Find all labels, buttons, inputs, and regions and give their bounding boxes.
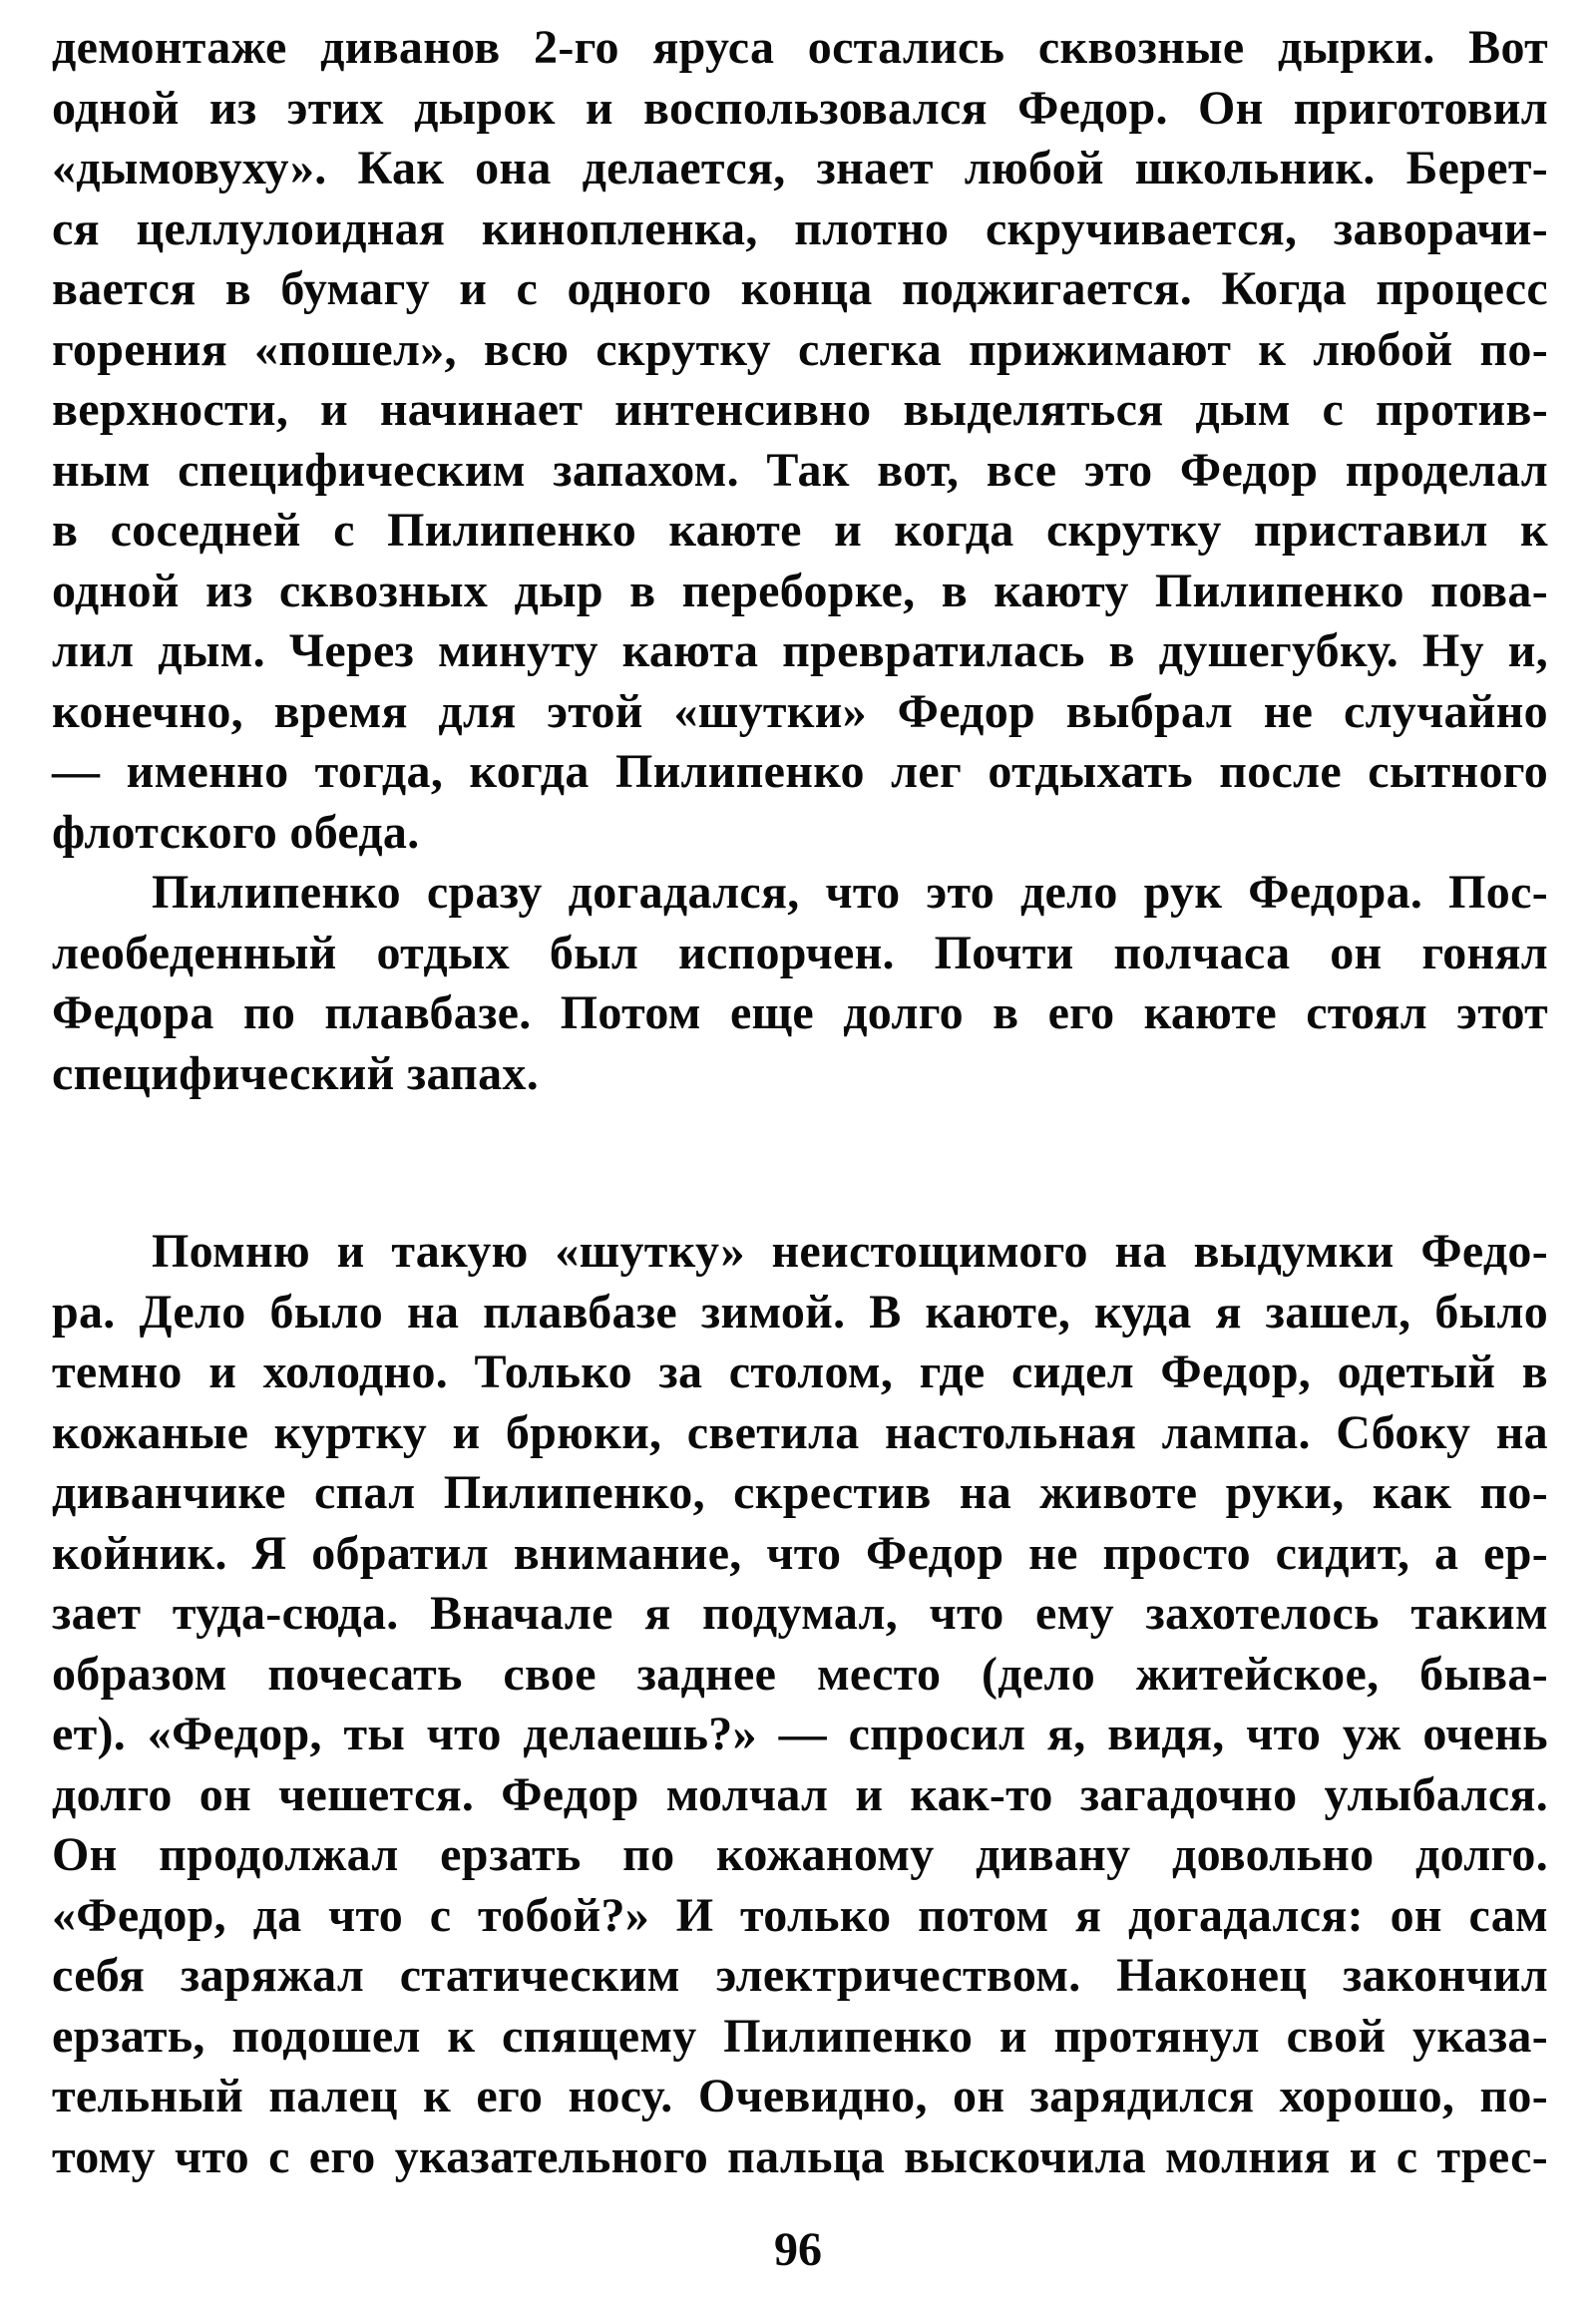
text-line: леобеденный отдых был испорчен. Почти полчаса он гонял: [52, 926, 1548, 979]
text-line: Пилипенко сразу догадался, что это дело рук Федора. Пос-: [152, 866, 1548, 919]
page-number: 96: [774, 2223, 822, 2276]
text-line: — именно тогда, когда Пилипенко лег отдыхать после сытного: [52, 745, 1548, 798]
paragraph-2: [52, 863, 1548, 1104]
text-line: кожаные куртку и брюки, светила настольная лампа. Сбоку на: [52, 1405, 1548, 1459]
text-line: темно и холодно. Только за столом, где сидел Федор, одетый в: [52, 1345, 1548, 1398]
text-line: ным специфическим запахом. Так вот, все это Федор проделал: [52, 443, 1548, 497]
text-line: верхности, и начинает интенсивно выделяться дым с против-: [52, 383, 1548, 436]
text-line: ра. Дело было на плавбазе зимой. В каюте, куда я зашел, было: [52, 1285, 1548, 1339]
text-line: койник. Я обратил внимание, что Федор не просто сидит, а ер-: [52, 1526, 1548, 1580]
text-line: горения «пошел», всю скрутку слегка прижимают к любой по-: [52, 322, 1548, 376]
text-line: ерзать, подошел к спящему Пилипенко и протянул свой указа-: [52, 2009, 1548, 2063]
paragraph-3: [52, 1222, 1548, 2187]
text-line: тому что с его указательного пальца выскочила молния и с трес-: [52, 2129, 1548, 2183]
text-line: одной из этих дырок и воспользовался Федор. Он приготовил: [52, 81, 1548, 135]
text-line: ся целлулоидная кинопленка, плотно скручивается, заворачи-: [52, 201, 1548, 255]
text-line: образом почесать свое заднее место (дело житейское, быва-: [52, 1647, 1548, 1701]
paragraph-1: [52, 18, 1548, 863]
text-line: специфический запах.: [52, 1046, 539, 1100]
text-line: «Федор, да что с тобой?» И только потом я догадался: он сам: [52, 1888, 1548, 1942]
text-line: Федора по плавбазе. Потом еще долго в его каюте стоял этот: [52, 986, 1548, 1039]
text-line: в соседней с Пилипенко каюте и когда скрутку приставил к: [52, 504, 1548, 557]
text-line: флотского обеда.: [52, 805, 420, 859]
text-line: себя заряжал статическим электричеством. Наконец закончил: [52, 1949, 1548, 2002]
text-line: долго он чешется. Федор молчал и как-то загадочно улыбался.: [52, 1767, 1548, 1821]
text-line: одной из сквозных дыр в переборке, в каюту Пилипенко пова-: [52, 564, 1548, 617]
text-line: Помню и такую «шутку» неистощимого на выдумки Федо-: [152, 1225, 1548, 1278]
text-line: конечно, время для этой «шутки» Федор выбрал не случайно: [52, 684, 1548, 738]
text-line: ет). «Федор, ты что делаешь?» — спросил я, видя, что уж очень: [52, 1708, 1548, 1760]
text-line: диванчике спал Пилипенко, скрестив на животе руки, как по-: [52, 1466, 1548, 1519]
text-line: лил дым. Через минуту каюта превратилась в душегубку. Ну и,: [52, 624, 1548, 677]
text-line: тельный палец к его носу. Очевидно, он зарядился хорошо, по-: [52, 2070, 1548, 2122]
text-line: вается в бумагу и с одного конца поджигается. Когда процесс: [52, 262, 1548, 315]
text-line: зает туда-сюда. Вначале я подумал, что ему захотелось таким: [52, 1587, 1548, 1640]
text-line: «дымовуху». Как она делается, знает любой школьник. Берет-: [52, 142, 1548, 194]
text-line: Он продолжал ерзать по кожаному дивану довольно долго.: [52, 1828, 1548, 1881]
text-line: демонтаже диванов 2-го яруса остались сквозные дырки. Вот: [52, 21, 1548, 74]
